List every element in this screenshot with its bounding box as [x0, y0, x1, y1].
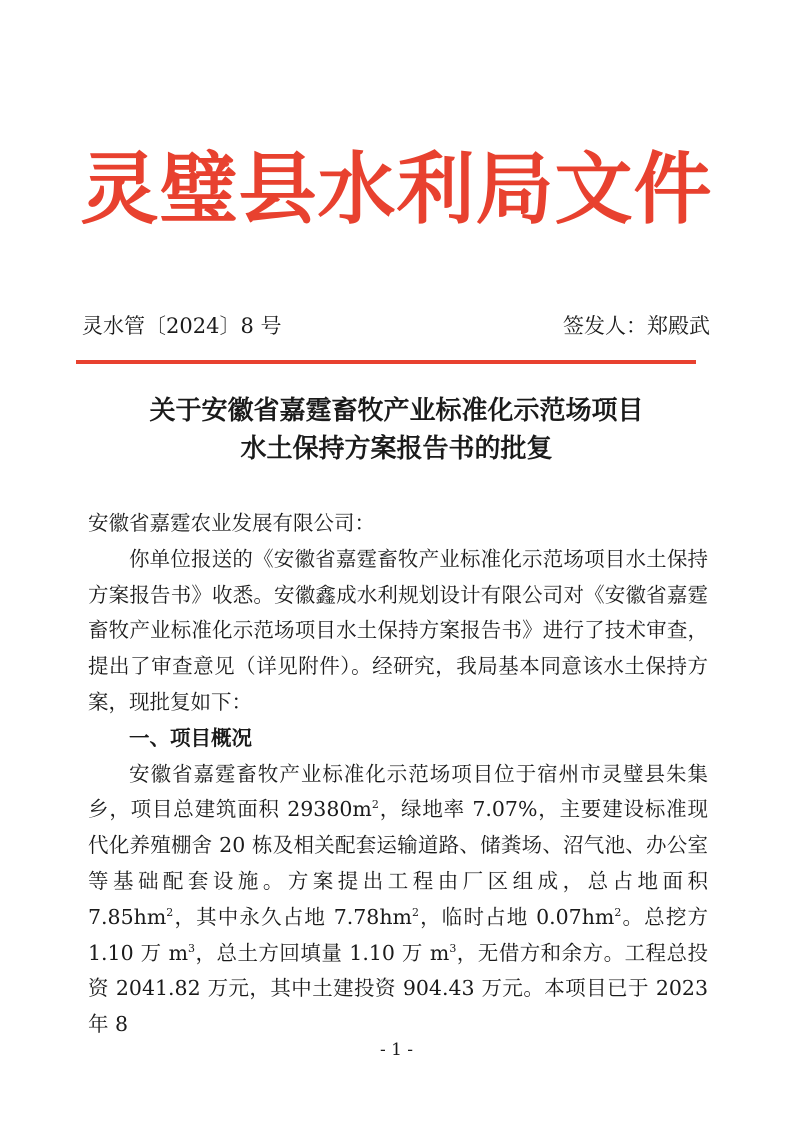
document-body	[88, 506, 708, 1043]
document-number-line	[82, 311, 710, 341]
superscript: 3	[449, 941, 457, 955]
addressee: 安徽省嘉霆农业发展有限公司：	[88, 511, 375, 535]
document-title	[60, 392, 733, 468]
text-run: 。总挖方 1.10 万 m	[88, 904, 708, 965]
title-line-1: 关于安徽省嘉霆畜牧产业标准化示范场项目	[149, 396, 644, 426]
text-run: ，总土方回填量 1.10 万 m	[195, 940, 450, 965]
page-number: - 1 -	[379, 1040, 414, 1060]
text-run: ，临时占地 0.07hm	[418, 904, 615, 929]
title-line-2: 水土保持方案报告书的批复	[240, 434, 553, 464]
superscript: 2	[411, 905, 419, 919]
text-run: ，无借方和余方。工程总投资 2041.82 万元，其中土建投资 904.43 万元。本项目已于 2023 年 8	[88, 940, 708, 1037]
superscript: 2	[166, 905, 174, 919]
document-number: 灵水管〔2024〕8 号	[82, 314, 282, 338]
text-run: ，其中永久占地 7.78hm	[173, 904, 412, 929]
masthead-title: 灵璧县水利局文件	[80, 145, 713, 235]
paragraph-intro: 你单位报送的《安徽省嘉霆畜牧产业标准化示范场项目水土保持方案报告书》收悉。安徽鑫成水利规划设计有限公司对《安徽省嘉霆畜牧产业标准化示范场项目水土保持方案报告书》进行了技术审查，提出了审查意见（详见附件）。经研究，我局基本同意该水土保持方案，现批复如下：	[88, 546, 708, 714]
issuer-signature: 签发人：郑殿武	[563, 314, 710, 338]
text-run: 安徽省嘉霆畜牧产业标准化示范场项目位于宿州市灵璧县朱集乡，项目总建筑面积 29380m	[88, 761, 708, 822]
paragraph-project-overview	[88, 757, 708, 1043]
superscript: 2	[614, 905, 622, 919]
superscript: 2	[371, 798, 379, 812]
section-heading-project-overview: 一、项目概况	[129, 725, 252, 750]
text-run: ，绿地率 7.07%，主要建设标准现代化养殖棚舍 20 栋及相关配套运输道路、储粪场、沼气池、办公室等基础配套设施。方案提出工程由厂区组成，总占地面积 7.85hm	[88, 797, 708, 929]
superscript: 3	[188, 941, 196, 955]
red-divider-line	[76, 360, 696, 364]
